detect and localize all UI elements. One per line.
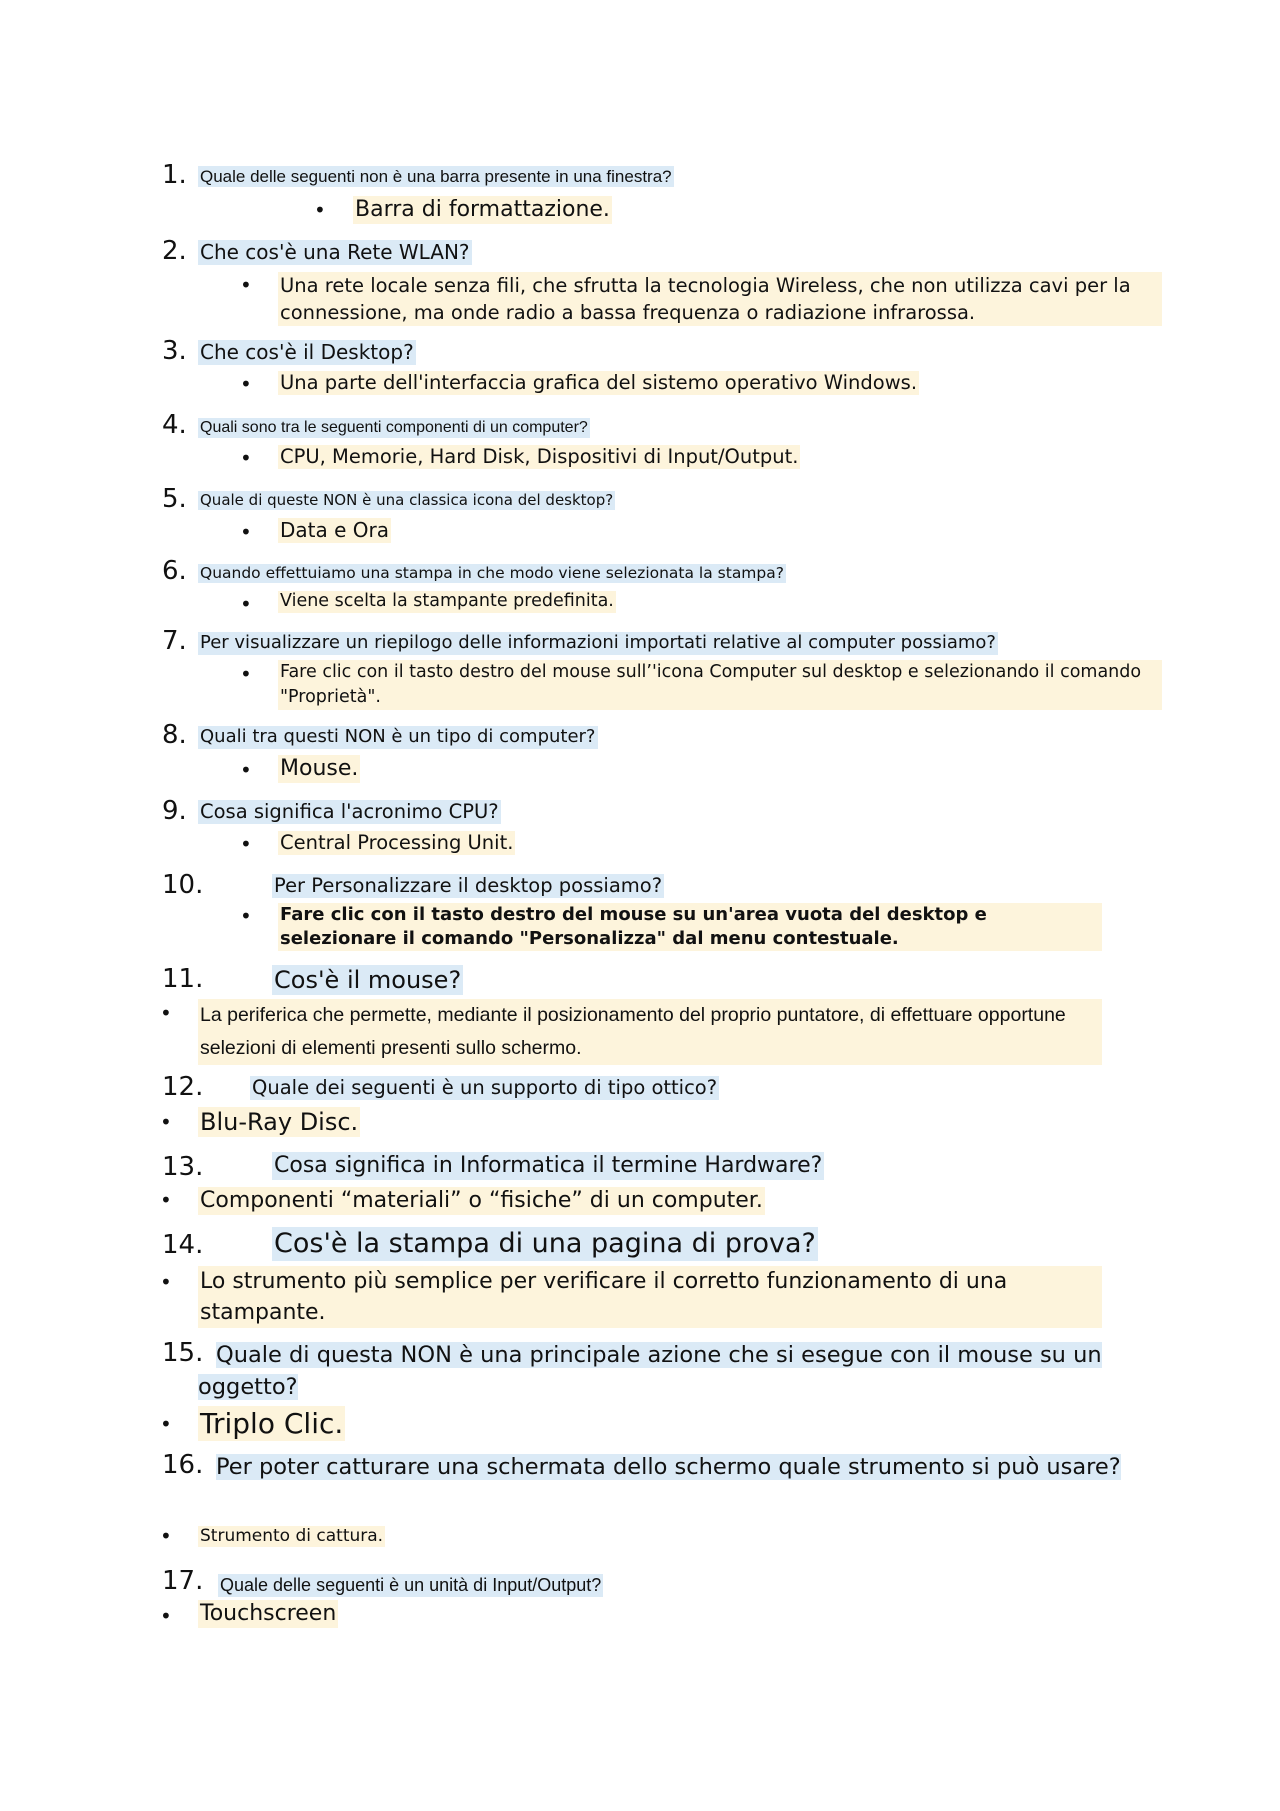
question-span: Per poter catturare una schermata dello schermo quale strumento si può usare? (216, 1454, 1121, 1480)
question-text: Quali tra questi NON è un tipo di computer? (200, 726, 596, 747)
answer-text: Componenti “materiali” o “fisiche” di un computer. (200, 1188, 763, 1213)
bullet: • (160, 1270, 172, 1294)
bullet: • (240, 662, 252, 686)
item-number: 1. (162, 160, 187, 190)
item-number: 7. (162, 626, 187, 656)
question-text: Quando effettuiamo una stampa in che modo viene selezionata la stampa? (200, 564, 784, 582)
item-number: 10. (162, 870, 204, 900)
bullet: • (160, 1110, 172, 1134)
question-text: Che cos'è il Desktop? (200, 340, 414, 364)
question-text (198, 1451, 1162, 1483)
item-number: 3. (162, 336, 187, 366)
question-text: Cos'è il mouse? (274, 966, 462, 994)
answer-text: Mouse. (280, 756, 359, 781)
answer-text: Una parte dell'interfaccia grafica del sistemo operativo Windows. (280, 371, 918, 394)
item-number: 9. (162, 796, 187, 826)
bullet: • (314, 198, 326, 222)
answer-text: Blu-Ray Disc. (200, 1108, 359, 1136)
answer-text: Fare clic con il tasto destro del mouse su un'area vuota del desktop e selezionare il comando "Personalizza" dal menu contestuale. (278, 903, 1102, 951)
item-number: 4. (162, 410, 187, 440)
answer-text: Lo strumento più semplice per verificare il corretto funzionamento di una stampante. (198, 1266, 1102, 1328)
bullet: • (240, 592, 252, 616)
bullet: • (240, 273, 252, 297)
item-number: 16. (162, 1450, 204, 1480)
answer-text: La periferica che permette, mediante il posizionamento del proprio puntatore, di effettuare opportune selezioni di elementi presenti sullo schermo. (198, 999, 1102, 1065)
question-text: Quale delle seguenti non è una barra presente in una finestra? (200, 167, 672, 186)
answer-text: Data e Ora (280, 518, 389, 542)
question-text: Cos'è la stampa di una pagina di prova? (274, 1228, 816, 1259)
bullet: • (160, 1604, 172, 1628)
answer-text: CPU, Memorie, Hard Disk, Dispositivi di Input/Output. (280, 445, 799, 468)
bullet: • (240, 758, 252, 782)
item-number: 6. (162, 556, 187, 586)
question-text: Quali sono tra le seguenti componenti di un computer? (200, 419, 588, 436)
bullet: • (240, 372, 252, 396)
item-number: 13. (162, 1152, 204, 1182)
bullet: • (240, 446, 252, 470)
question-text (198, 1339, 1162, 1403)
answer-text: Barra di formattazione. (355, 197, 610, 222)
answer-text: Triplo Clic. (200, 1407, 344, 1440)
bullet: • (160, 1188, 172, 1212)
question-text: Quale di queste NON è una classica icona del desktop? (200, 491, 614, 509)
bullet: • (240, 520, 252, 544)
question-text: Quale delle seguenti è un unità di Input/Output? (220, 1575, 602, 1595)
answer-text: Touchscreen (200, 1601, 337, 1626)
answer-text: Una rete locale senza fili, che sfrutta la tecnologia Wireless, che non utilizza cavi per la connessione, ma onde radio a bassa frequenza o radiazione infrarossa. (278, 272, 1162, 326)
bullet: • (240, 904, 252, 928)
question-text: Che cos'è una Rete WLAN? (200, 240, 470, 264)
item-number: 5. (162, 484, 187, 514)
question-text: Quale dei seguenti è un supporto di tipo ottico? (252, 1076, 718, 1099)
question-text: Cosa significa l'acronimo CPU? (200, 800, 499, 823)
item-number: 8. (162, 720, 187, 750)
bullet: • (160, 1524, 172, 1548)
question-text: Per Personalizzare il desktop possiamo? (274, 874, 663, 897)
question-text: Cosa significa in Informatica il termine Hardware? (274, 1153, 823, 1178)
item-number: 12. (162, 1072, 204, 1102)
answer-text: Central Processing Unit. (280, 831, 514, 854)
question-text: Per visualizzare un riepilogo delle informazioni importati relative al computer possiamo? (200, 632, 996, 653)
bullet: • (160, 1412, 172, 1436)
item-number: 15. (162, 1338, 204, 1368)
bullet: • (160, 1001, 172, 1025)
answer-text: Strumento di cattura. (200, 1526, 384, 1546)
item-number: 14. (162, 1230, 204, 1260)
bullet: • (240, 832, 252, 856)
item-number: 2. (162, 236, 187, 266)
item-number: 11. (162, 964, 204, 994)
answer-text: Fare clic con il tasto destro del mouse sull’'icona Computer sul desktop e selezionando il comando "Proprietà". (278, 660, 1162, 710)
item-number: 17. (162, 1566, 204, 1596)
answer-text: Viene scelta la stampante predefinita. (280, 591, 614, 611)
question-span: Quale di questa NON è una principale azione che si esegue con il mouse su un oggetto? (198, 1342, 1102, 1400)
